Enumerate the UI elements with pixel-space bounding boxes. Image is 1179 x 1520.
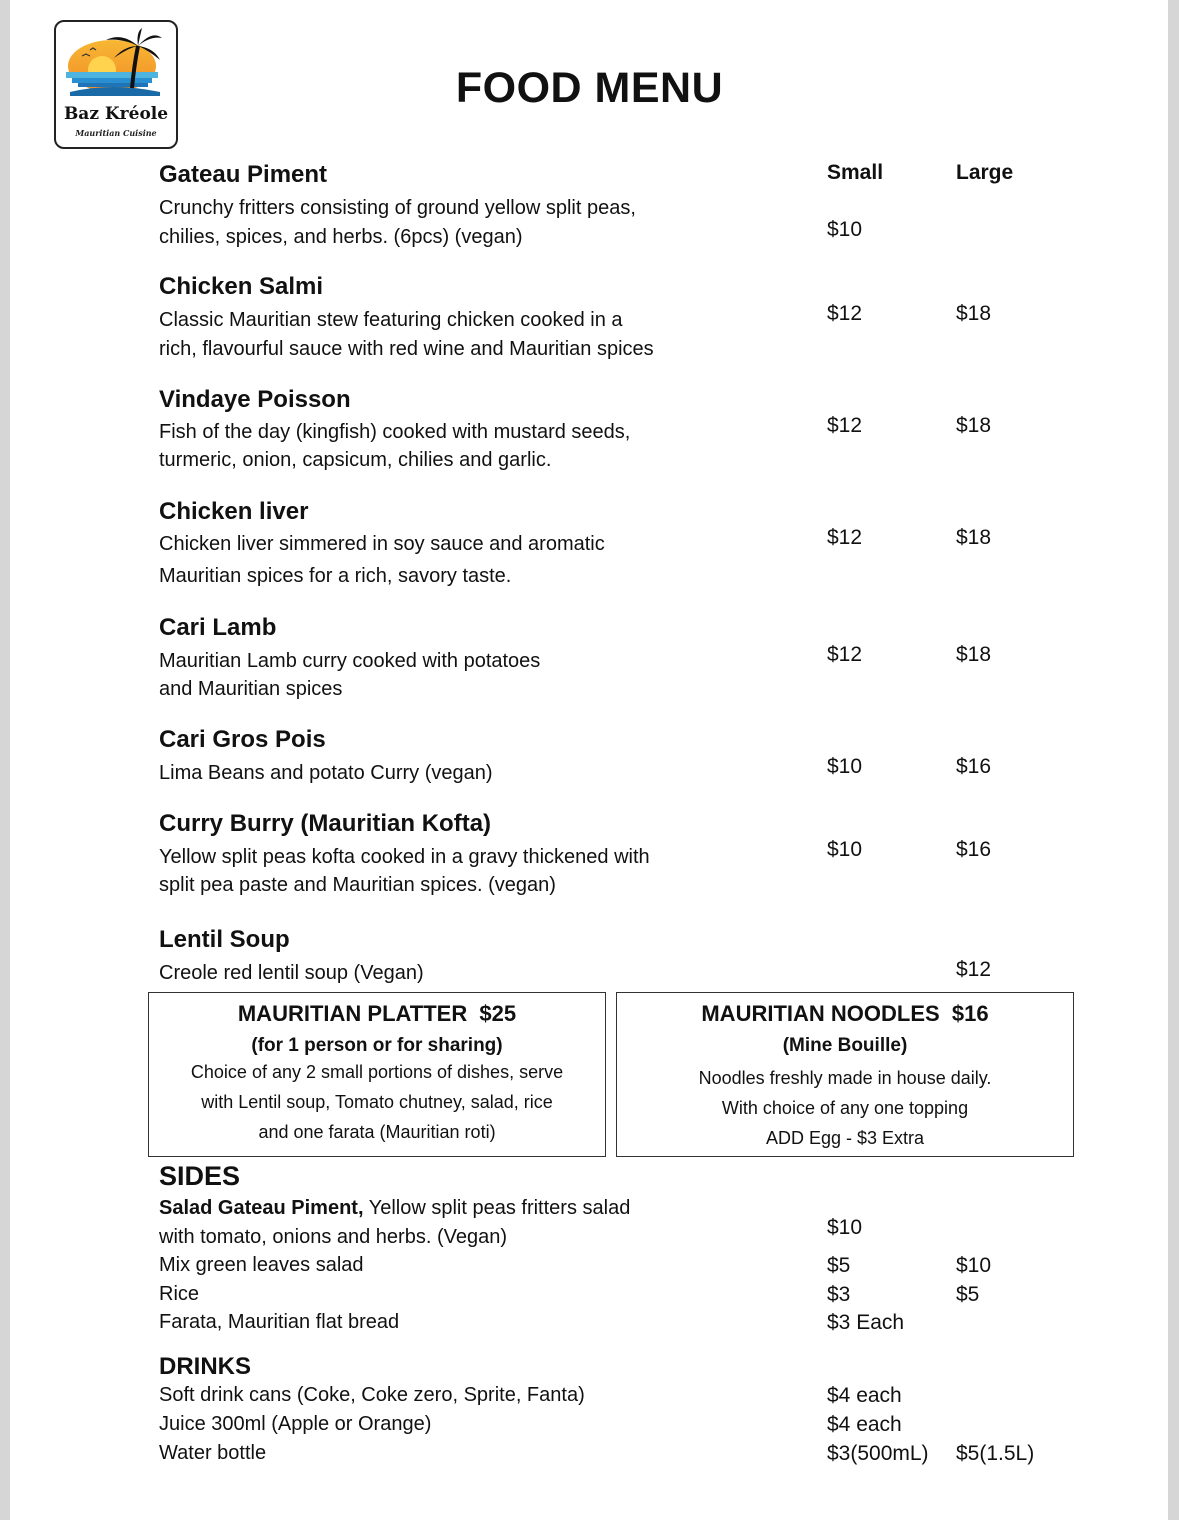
menu-item-desc: rich, flavourful sauce with red wine and Mauritian spices <box>159 338 654 360</box>
price-small: $4 each <box>827 1384 902 1407</box>
price-large: $16 <box>956 755 992 778</box>
column-header-large: Large <box>956 161 1014 184</box>
noodles-line: Noodles freshly made in house daily. <box>698 1068 992 1088</box>
menu-item-name: Cari Lamb <box>159 614 277 641</box>
menu-item-name: Curry Burry (Mauritian Kofta) <box>159 810 492 837</box>
sides-heading: SIDES <box>159 1161 241 1191</box>
menu-item-name: Cari Gros Pois <box>159 726 326 753</box>
platter-line: with Lentil soup, Tomato chutney, salad, rice <box>201 1092 553 1112</box>
side-item: Rice <box>159 1283 200 1305</box>
menu-item-desc: Creole red lentil soup (Vegan) <box>159 962 424 984</box>
menu-page <box>10 0 1168 1520</box>
menu-item-desc: Mauritian spices for a rich, savory taste. <box>159 565 512 587</box>
price-small: $12 <box>827 643 863 666</box>
price-small: $3(500mL) <box>827 1442 929 1465</box>
side-item <box>159 1197 630 1220</box>
price-small: $12 <box>827 526 863 549</box>
menu-item-name: Vindaye Poisson <box>159 386 351 413</box>
menu-item-desc: split pea paste and Mauritian spices. (vegan) <box>159 874 556 896</box>
menu-item-desc: Mauritian Lamb curry cooked with potatoes <box>159 650 541 672</box>
price-small: $10 <box>827 218 863 241</box>
menu-item-name: Chicken Salmi <box>159 273 324 300</box>
menu-item-name: Lentil Soup <box>159 926 290 953</box>
menu-item-desc: Fish of the day (kingfish) cooked with mustard seeds, <box>159 421 631 443</box>
price-large: $16 <box>956 838 992 861</box>
price-small: $10 <box>827 755 863 778</box>
noodles-box <box>616 992 1074 1157</box>
logo-name: Baz Kréole <box>63 104 169 124</box>
menu-item-name: Chicken liver <box>159 498 309 525</box>
price-large: $12 <box>956 958 992 981</box>
side-item: Mix green leaves salad <box>159 1254 364 1276</box>
platter-heading: MAURITIAN PLATTER $25 <box>237 1001 517 1026</box>
side-item-desc: Yellow split peas fritters salad <box>363 1197 631 1219</box>
price-small: $10 <box>827 838 863 861</box>
noodles-line: With choice of any one topping <box>721 1098 969 1118</box>
platter-subheading: (for 1 person or for sharing) <box>251 1035 503 1056</box>
menu-item-desc: Lima Beans and potato Curry (vegan) <box>159 762 493 784</box>
side-item: Farata, Mauritian flat bread <box>159 1311 400 1333</box>
menu-item-desc: and Mauritian spices <box>159 678 343 700</box>
menu-item-desc: turmeric, onion, capsicum, chilies and garlic. <box>159 449 552 471</box>
platter-box <box>148 992 606 1157</box>
price-large: $18 <box>956 643 992 666</box>
logo-subtitle: Mauritian Cuisine <box>75 128 157 138</box>
menu-item-desc: chilies, spices, and herbs. (6pcs) (vegan) <box>159 226 523 248</box>
noodles-line: ADD Egg - $3 Extra <box>765 1128 925 1148</box>
menu-item-desc: Classic Mauritian stew featuring chicken cooked in a <box>159 309 623 331</box>
platter-line: and one farata (Mauritian roti) <box>258 1122 496 1142</box>
price-large: $5(1.5L) <box>956 1442 1035 1465</box>
drink-item: Soft drink cans (Coke, Coke zero, Sprite, Fanta) <box>159 1384 585 1406</box>
price-small: $4 each <box>827 1413 902 1436</box>
platter-line: Choice of any 2 small portions of dishes, serve <box>190 1062 564 1082</box>
menu-item-name: Gateau Piment <box>159 161 328 188</box>
menu-item-desc: Yellow split peas kofta cooked in a gravy thickened with <box>159 846 650 868</box>
price-large: $10 <box>956 1254 992 1277</box>
price-large: $18 <box>956 414 992 437</box>
price-small: $12 <box>827 414 863 437</box>
drink-item: Water bottle <box>159 1442 267 1464</box>
price-small: $3 Each <box>827 1311 905 1334</box>
price-small: $10 <box>827 1216 863 1239</box>
noodles-heading: MAURITIAN NOODLES $16 <box>701 1001 989 1026</box>
column-header-small: Small <box>827 161 884 184</box>
drinks-heading: DRINKS <box>159 1353 252 1380</box>
price-large: $5 <box>956 1283 980 1306</box>
price-large: $18 <box>956 526 992 549</box>
side-item-desc: with tomato, onions and herbs. (Vegan) <box>159 1226 507 1248</box>
price-small: $3 <box>827 1283 851 1306</box>
price-large: $18 <box>956 302 992 325</box>
price-small: $12 <box>827 302 863 325</box>
price-small: $5 <box>827 1254 851 1277</box>
noodles-subheading: (Mine Bouille) <box>782 1035 908 1056</box>
menu-item-desc: Crunchy fritters consisting of ground yellow split peas, <box>159 197 636 219</box>
menu-item-desc: Chicken liver simmered in soy sauce and aromatic <box>159 533 605 555</box>
side-item-bold-name: Salad Gateau Piment, <box>159 1197 364 1219</box>
drink-item: Juice 300ml (Apple or Orange) <box>159 1413 432 1435</box>
page-title: FOOD MENU <box>455 64 724 112</box>
